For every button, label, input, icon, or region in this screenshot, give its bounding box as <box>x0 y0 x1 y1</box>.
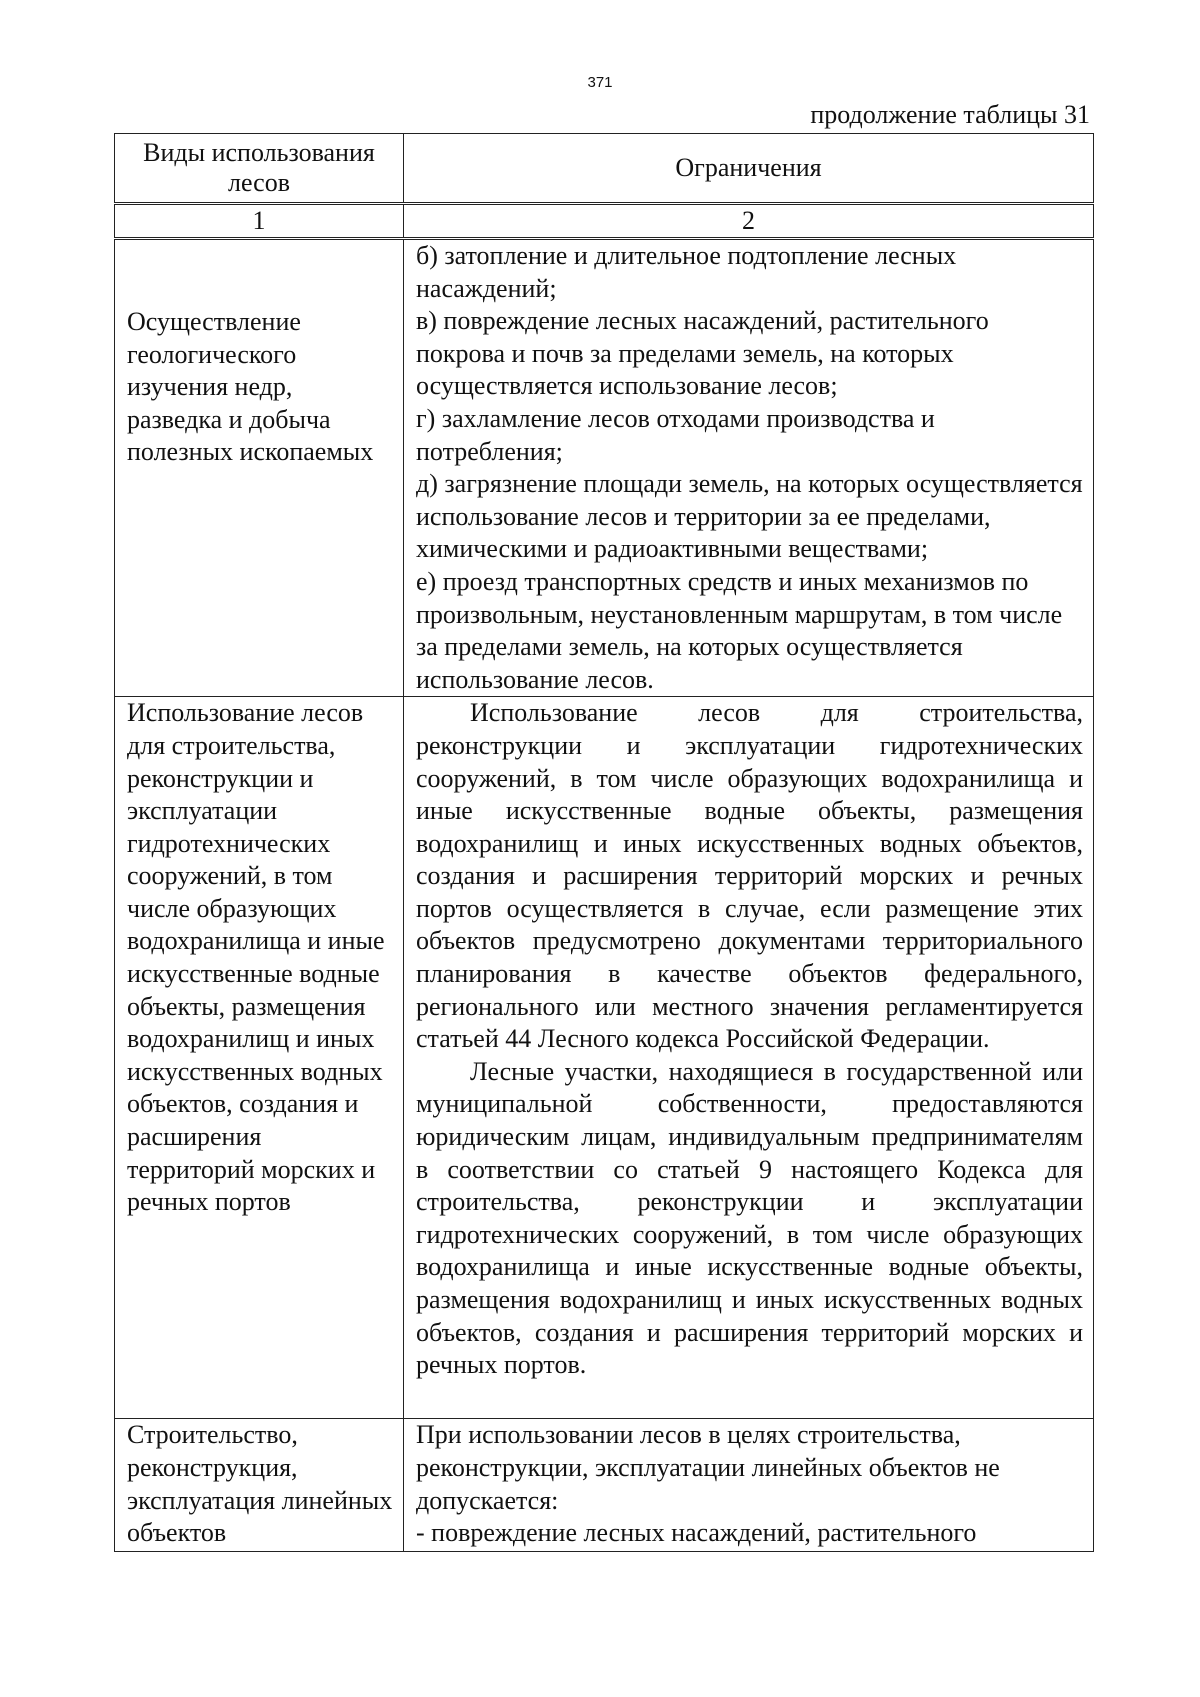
restriction-paragraph: Использование лесов для строительства, реконструкции и эксплуатации гидротехнических сооружений, в том числе образующих водохранилища и иные искусственные водные объекты, размещения водохранилищ и иных искусственных водных объектов, создания и расширения территорий морских и речных портов осуществляется в случае, если размещение этих объектов предусмотрено документами территориального планирования в качестве объектов федерального, регионального или местного значения регламентируется статьей 44 Лесного кодекса Российской Федерации. <box>416 698 1083 1054</box>
row-geology-type: Осуществление геологического изучения недр, разведка и добыча полезных ископаемых <box>115 239 404 697</box>
header-forest-use-types: Виды использования лесов <box>115 134 404 204</box>
restriction-paragraph: - повреждение лесных насаждений, растительного <box>416 1518 977 1548</box>
restriction-paragraph: При использовании лесов в целях строительства, реконструкции, эксплуатации линейных объектов не допускается: <box>416 1420 1000 1515</box>
restriction-item-b: б) затопление и длительное подтопление лесных насаждений; <box>416 241 957 303</box>
row-linear-restrictions <box>404 1419 1094 1552</box>
table-caption: продолжение таблицы 31 <box>810 100 1090 129</box>
restriction-paragraph: Лесные участки, находящиеся в государственной или муниципальной собственности, предоставляются юридическим лицам, индивидуальным предпринимателям в соответствии со статьей 9 настоящего Кодекса для строительства, реконструкции и эксплуатации гидротехнических сооружений, в том числе образующих водохранилища и иные искусственные водные объекты, размещения водохранилищ и иных искусственных водных объектов, создания и расширения территорий морских и речных портов. <box>416 1056 1083 1380</box>
table-row <box>115 1419 1094 1552</box>
restriction-item-d: д) загрязнение площади земель, на которых осуществляется использование лесов и территории за ее пределами, химическими и радиоактивными веществами; <box>416 469 1083 564</box>
page-number: 371 <box>587 74 613 91</box>
table-row <box>115 239 1094 697</box>
row-linear-type: Строительство, реконструкция, эксплуатация линейных объектов <box>115 1419 404 1552</box>
restrictions-table <box>114 133 1094 1552</box>
restriction-item-v: в) повреждение лесных насаждений, растительного покрова и почв за пределами земель, на которых осуществляется использование лесов; <box>416 306 989 401</box>
column-number-2: 2 <box>404 204 1094 239</box>
column-number-1: 1 <box>115 204 404 239</box>
restriction-item-g: г) захламление лесов отходами производства и потребления; <box>416 403 935 466</box>
table-header-row <box>115 134 1094 204</box>
row-geology-restrictions <box>404 239 1094 697</box>
row-hydro-restrictions <box>404 697 1094 1419</box>
column-number-row <box>115 204 1094 239</box>
row-hydro-type: Использование лесов для строительства, реконструкции и эксплуатации гидротехнических сооружений, в том числе образующих водохранилища и иные искусственные водные объекты, размещения водохранилищ и иных искусственных водных объектов, создания и расширения территорий морских и речных портов <box>115 697 404 1419</box>
restriction-item-e: е) проезд транспортных средств и иных механизмов по произвольным, неустановленным маршрутам, в том числе за пределами земель, на которых осуществляется использование лесов. <box>416 566 1063 694</box>
header-restrictions: Ограничения <box>404 134 1094 204</box>
table-row <box>115 697 1094 1419</box>
